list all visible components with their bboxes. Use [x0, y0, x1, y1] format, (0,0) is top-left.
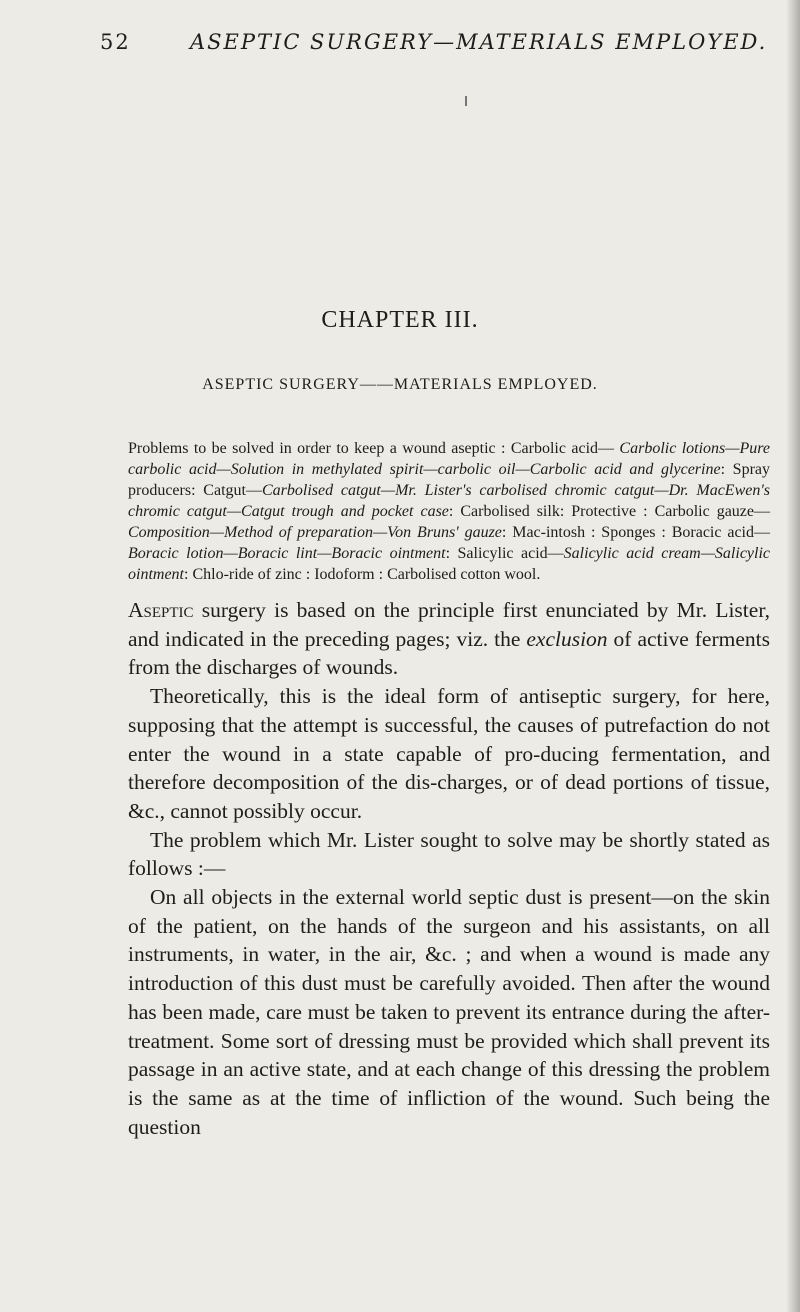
paragraph-text: surgery is based on the principle first enunciated by Mr. Lister, and indicated in the preceding pages; viz. the [128, 598, 770, 651]
synopsis-segment-italic: Boracic lotion—Boracic lint—Boracic ointment [128, 545, 446, 562]
paragraph-3: The problem which Mr. Lister sought to solve may be shortly stated as follows :— [128, 827, 770, 881]
running-header [100, 30, 768, 70]
synopsis-segment-italic: Composition—Method of preparation—Von Bruns' gauze [128, 524, 502, 541]
printer-mark [465, 96, 467, 106]
synopsis-segment: : Carbolised silk: Protective : Carbolic gauze— [448, 503, 771, 520]
paragraph-1 [128, 596, 770, 682]
running-title: ASEPTIC SURGERY—MATERIALS EMPLOYED. [190, 30, 768, 54]
synopsis-segment: : Mac-intosh : Sponges : Boracic acid— [501, 524, 771, 541]
paragraph-text: of active ferments from the discharges of wounds. [128, 626, 770, 680]
chapter-synopsis [128, 438, 770, 585]
chapter-subtitle: ASEPTIC SURGERY——MATERIALS EMPLOYED. [202, 376, 598, 393]
page-number: 52 [100, 30, 131, 54]
synopsis-segment-italic: Carbolised catgut—Mr. Lister's carbolised chromic catgut—Dr. MacEwen's chromic catgut—Catgut trough and pocket case [128, 482, 771, 520]
chapter-title: CHAPTER III. [321, 307, 479, 333]
synopsis-segment: : Spray producers: Catgut— [128, 461, 771, 499]
emphasis: exclusion [526, 626, 608, 651]
drop-word: Aseptic [128, 598, 194, 622]
synopsis-segment: : Chlo-ride of zinc : Iodoform : Carbolised cotton wool. [184, 566, 541, 583]
synopsis-segment: Problems to be solved in order to keep a wound aseptic : Carbolic acid— [128, 440, 620, 457]
page-edge-shadow [786, 0, 800, 1312]
paragraph-4: On all objects in the external world septic dust is present—on the skin of the patient, on the hands of the surgeon and his assistants, on all instruments, in water, in the air, &c. ; and when a wound is made any introduction of this dust must be carefully avoided. Then after the wound has been made, care must be taken to prevent its entrance during the after-treatment. Some sort of dressing must be provided which shall prevent its passage in an active state, and at each change of this dressing the problem is the same as at the time of infliction of the wound. Such being the question [128, 885, 770, 1139]
synopsis-segment: : Salicylic acid— [445, 545, 564, 562]
synopsis-segment-italic: Carbolic lotions—Pure carbolic acid—Solution in methylated spirit—carbolic oil—Carbolic acid and glycerine [128, 440, 771, 478]
body-text [128, 596, 770, 1141]
synopsis-segment-italic: Salicylic acid cream—Salicylic ointment [128, 545, 771, 583]
paragraph-2: Theoretically, this is the ideal form of antiseptic surgery, for here, supposing that the attempt is successful, the causes of putrefaction do not enter the wound in a state capable of pro-ducing fermentation, and therefore decomposition of the dis-charges, or of dead portions of tissue, &c., cannot possibly occur. [128, 684, 770, 823]
